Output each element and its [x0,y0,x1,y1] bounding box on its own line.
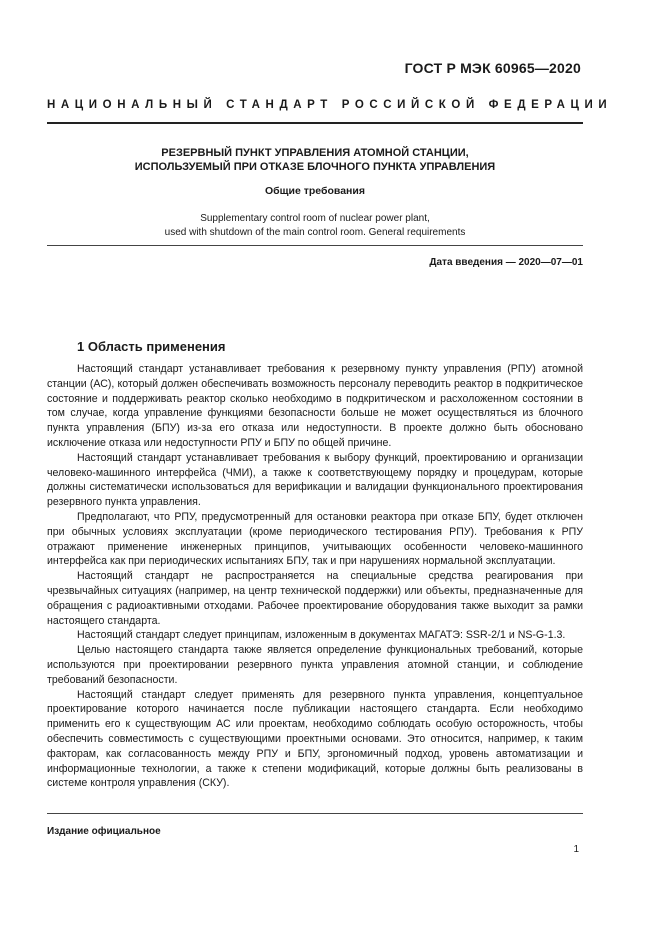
paragraph: Настоящий стандарт устанавливает требования к резервному пункту управления (РПУ) атомной станции (АС), который должен обеспечивать возможность персоналу переводить реактор в подкритическое состояние и поддерживать реактор сколько необходимо в подкритическом и расхоложенном состоянии в том случае, когда управление функциями безопасности больше не может осуществляться из блочного пункта управления (БПУ) из-за его отказа или недоступности. В проекте должно быть обосновано исключение отказа или недоступности РПУ и БПУ по общей причине. [47,363,583,449]
page-number: 1 [573,844,579,855]
document-subtitle: Общие требования [265,185,365,197]
paragraph: Настоящий стандарт следует применять для резервного пункта управления, концептуальное проектирование которого начинается после публикации настоящего стандарта. Если необходимо применить его к существующим АС или проектам, необходимо соблюдать особую осторожность, чтобы обеспечить совместимость с существующими проектными основами. Это относится, например, к таким факторам, как согласованность между РПУ и БПУ, эргономичный подход, уровень автоматизации и информационные технологии, а также к степени модификаций, которые должны быть реализованы в системе контроля управления (СКУ). [47,688,583,790]
title-line-2: ИСПОЛЬЗУЕМЫЙ ПРИ ОТКАЗЕ БЛОЧНОГО ПУНКТА УПРАВЛЕНИЯ [134,161,496,173]
paragraph: Целью настоящего стандарта также является определение функциональных требований, которые используются при проектировании резервного пункта управления атомной станции, и соблюдение требований безопасности. [47,644,583,686]
document-designation: ГОСТ Р МЭК 60965—2020 [404,60,581,76]
english-title-line-2: used with shutdown of the main control room. General requirements [164,227,466,238]
english-title [47,212,583,240]
paragraph: Настоящий стандарт устанавливает требования к выбору функций, проектированию и организации человеко-машинного интерфейса (ЧМИ), а также к соответствующему порядку и процедурам, которые должны систематически использоваться для верификации и валидации функционального проектирования резервного пункта управления. [47,451,583,509]
footer-divider [47,813,583,814]
official-edition-label: Издание официальное [47,826,161,837]
english-title-line-1: Supplementary control room of nuclear power plant, [200,213,430,224]
introduction-date: Дата введения — 2020—07—01 [429,257,583,268]
top-divider [47,122,583,124]
national-standard-banner: НАЦИОНАЛЬНЫЙ СТАНДАРТ РОССИЙСКОЙ ФЕДЕРАЦИИ [47,99,613,111]
paragraph: Предполагают, что РПУ, предусмотренный для остановки реактора при отказе БПУ, будет отключен при обычных условиях эксплуатации (кроме периодического тестирования РПУ). Требования к РПУ отражают применение инженерных принципов, учитывающих особенности человеко-машинного интерфейса как при периодических испытаниях БПУ, так и при нарушениях нормальной эксплуатации. [47,510,583,568]
paragraph: Настоящий стандарт следует принципам, изложенным в документах МАГАТЭ: SSR-2/1 и NS-G-1.3. [77,629,566,642]
paragraph: Настоящий стандарт не распространяется на специальные средства реагирования при чрезвычайных ситуациях (например, на центр технической поддержки) или объекты, предназначенные для обращения с радиоактивными отходами. Рабочее проектирование оборудования также выходит за рамки настоящего стандарта. [47,570,583,627]
title-line-1: РЕЗЕРВНЫЙ ПУНКТ УПРАВЛЕНИЯ АТОМНОЙ СТАНЦИИ, [161,147,469,159]
middle-divider [47,245,583,246]
section-body [47,362,583,791]
section-heading: 1 Область применения [77,339,226,354]
document-title [47,146,583,174]
